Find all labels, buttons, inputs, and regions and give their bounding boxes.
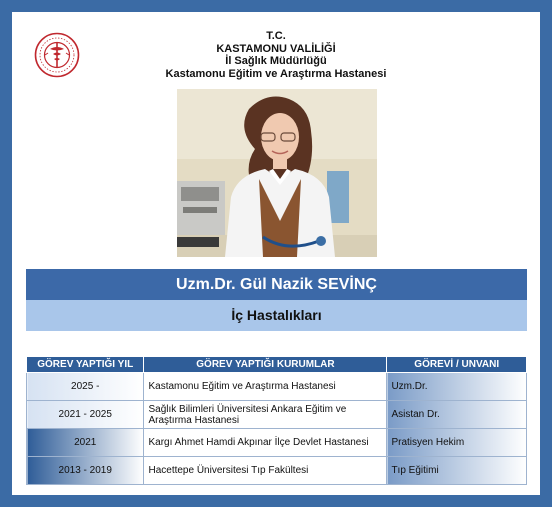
header-line-governorship: KASTAMONU VALİLİĞİ [216,42,336,55]
doctor-name: Uzm.Dr. Gül Nazik SEVİNÇ [26,269,527,300]
cell-year: 2021 [27,429,144,457]
cell-institution: Hacettepe Üniversitesi Tıp Fakültesi [144,457,387,485]
cell-year: 2025 - [27,373,144,401]
institution-header [12,30,540,80]
cell-institution: Sağlık Bilimleri Üniversitesi Ankara Eğitim ve Araştırma Hastanesi [144,401,387,429]
profile-card [12,12,540,495]
career-table [26,356,527,485]
cell-role: Asistan Dr. [387,401,527,429]
table-row [27,373,527,401]
header-line-hospital: Kastamonu Eğitim ve Araştırma Hastanesi [165,67,387,80]
header-line-directorate: İl Sağlık Müdürlüğü [225,55,327,67]
cell-institution: Kargı Ahmet Hamdi Akpınar İlçe Devlet Hastanesi [144,429,387,457]
table-row [27,401,527,429]
col-header-year: GÖREV YAPTIĞI YIL [27,357,144,373]
cell-role: Pratisyen Hekim [387,429,527,457]
department: İç Hastalıkları [26,300,527,331]
cell-institution: Kastamonu Eğitim ve Araştırma Hastanesi [144,373,387,401]
table-header-row [27,357,527,373]
table-row [27,429,527,457]
cell-role: Tıp Eğitimi [387,457,527,485]
table-row [27,457,527,485]
cell-role: Uzm.Dr. [387,373,527,401]
header-line-tc: T.C. [266,30,286,42]
col-header-institution: GÖREV YAPTIĞI KURUMLAR [144,357,387,373]
cell-year: 2021 - 2025 [27,401,144,429]
col-header-role: GÖREVİ / UNVANI [387,357,527,373]
doctor-photo [177,89,377,257]
cell-year: 2013 - 2019 [27,457,144,485]
